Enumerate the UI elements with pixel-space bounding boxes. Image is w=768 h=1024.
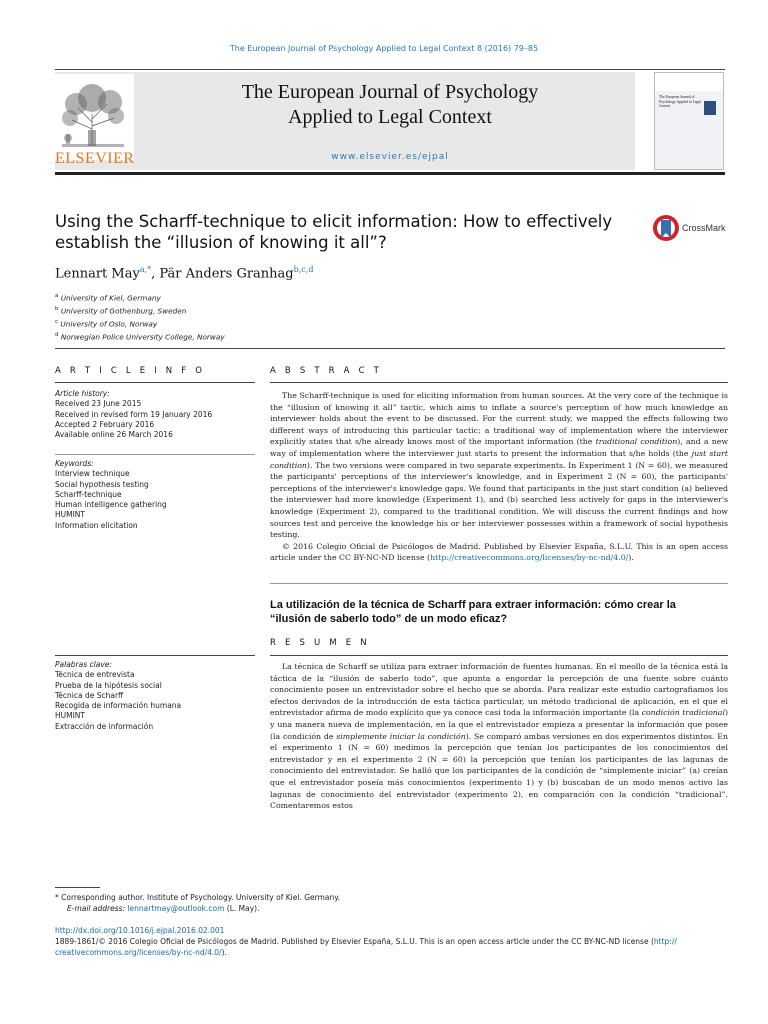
keyword: Human intelligence gathering [55,500,167,510]
email-link[interactable]: lennartmay@outlook.com [127,904,225,913]
keywords-list: Keywords: Interview technique Social hypothesis testing Scharff-technique Human intelligence gathering HUMINT Information elicitation [55,459,167,530]
footnote-rule [55,887,100,888]
running-head[interactable]: The European Journal of Psychology Applied to Legal Context 8 (2016) 79–85 [229,44,539,53]
resumen-rule [270,655,728,656]
history-rule [55,454,255,455]
keyword: Extracción de información [55,721,154,731]
journal-title: The European Journal of Psychology Applied to Legal Context [241,81,539,128]
journal-url-link[interactable]: www.elsevier.es/ejpal [331,152,449,162]
abstract-heading: A B S T R A C T [270,366,382,376]
affiliation: $^b$ University of Gothenburg, Sweden [55,306,187,316]
affiliation: $^d$ Norwegian Police University College, Norway [55,332,225,342]
article-info-rule [55,382,255,383]
page-footer: http://dx.doi.org/10.1016/j.ejpal.2016.02.001 1889-1861/© 2016 Colegio Oficial de Psicólogos de Madrid. Published by Elsevier España, S.L.U. This is an open access article under the CC BY-NC-ND license (http:// creativecommons.org/licenses/by-nc-nd/4.0/). [55,926,677,957]
elsevier-tree-logo-icon [52,74,134,160]
keyword: Interview technique [55,469,130,479]
spanish-title: La utilización de la técnica de Scharff para extraer información: cómo crear la “ilusión de saberlo todo” de un modo eficaz? [270,599,676,625]
keyword: Information elicitation [55,520,138,530]
header-bottom-rule [55,172,725,175]
keyword: HUMINT [55,711,86,721]
keyword: Scharff-technique [55,489,122,499]
keyword: Recogida de información humana [55,701,182,711]
crossmark-icon [652,212,680,244]
keyword: Técnica de Scharff [55,690,124,700]
abstract-body: The Scharff-technique is used for eliciting information from human sources. At the very core of the technique is the “illusion of knowing it all” tactic, which aims to inflate a source's perception of how much knowledge an interviewer holds about the event to be discussed. For the current study, we mapped the effects following two different ways of introducing this particular tactic; a traditional way of implementation where the interviewer explicitly states that s/he already knows most of the important information (the traditional condition), and a new way of implementation where the interviewer just starts to present the information that s/he holds (the just start condition). The two versions were compared in two separate experiments. In Experiment 1 (N = 60), we measured the participants' perceptions of the interviewer's knowledge, and in Experiment 2 (N = 60), the participants' perceptions of the interviewer's knowledge gaps. We found that participants in the just start condition (a) believed the interviewer had more knowledge (Experiment 1), and (b) searched less actively for gaps in the interviewer's knowledge (Experiment 2), compared to the traditional condition. We will discuss the current findings and how sources test and perceive the knowledge his or her interviewer possesses within a framework of social hypothesis testing. © 2016 Colegio Oficial de Psicólogos de Madrid. Published by Elsevier España, S.L.U. This is an open access article under the CC BY-NC-ND license (http://creativecommons.org/licenses/by-nc-nd/4.0/). [270,391,729,563]
author-affil-mark[interactable]: a,* [139,265,152,274]
article-info-heading: A R T I C L E I N F O [55,366,206,376]
license-link[interactable]: http://creativecommons.org/licenses/by-nc-nd/4.0/ [430,553,629,563]
header-top-rule [55,69,725,70]
abstract-rule [270,382,728,383]
affiliation: $^a$ University of Kiel, Germany [55,293,161,303]
keyword: HUMINT [55,510,86,520]
footer-license-link[interactable]: http:// [653,937,677,946]
corresponding-author-footnote: * Corresponding author. Institute of Psychology. University of Kiel. Germany. E-mail address: lennartmay@outlook.com (L. May). [55,893,340,913]
crossmark-badge[interactable] [652,212,732,244]
elsevier-wordmark: ELSEVIER [55,150,135,167]
keyword: Prueba de la hipótesis social [55,680,162,690]
article-history: Article history: Received 23 June 2015 Received in revised form 19 January 2016 Accepted 2 February 2016 Available online 26 March 2016 [55,389,213,440]
affiliations-list [55,291,225,343]
palabras-rule [55,655,255,656]
author-name: Pär Anders Granhag [159,266,294,282]
resumen-heading: R E S U M E N [270,638,370,648]
journal-cover-thumbnail[interactable]: The European Journal of Psychology Applied to Legal Context [654,72,724,170]
author-affil-mark[interactable]: b,c,d [293,265,314,274]
affiliation: $^c$ University of Oslo, Norway [55,319,158,329]
abstract-end-rule [270,583,728,584]
resumen-body: La técnica de Scharff se utiliza para extraer información de fuentes humanas. En el meollo de la técnica está la táctica de la “ilusión de saberlo todo”, que apunta a engordar la percepción de una fuente sobre cuánto conocimiento posee un entrevistador sobre el hecho que se aborda. Para realizar este estudio cartografiamos los efectos derivados de la introducción de esta táctica particular, un método tradicional de aplicación, en el que el entrevistador afirma de modo explícito que ya conoce casi toda la información importante (la condición tradicional) y una manera nueva de implementación, en la que el entrevistador empieza a presentar la información que posee (la condición de simplemente iniciar la condición). Se comparó ambas versiones en dos experimentos distintos. En el experimento 1 (N = 60) medimos la percepción que tenían los participantes de los conocimientos del entrevistador y en el experimento 2 (N = 60) la percepción que tenían los participantes de las lagunas de conocimiento del entrevistador. Se halló que los participantes de la condición de “simplemente iniciar” (a) creían que el entrevistador poseía más conocimientos (experimento 1) y (b) buscaban de un modo menos activo las lagunas de conocimiento del entrevistador (experimento 2), en comparación con la condición “tradicional”. Comentaremos estos [270,662,728,811]
section-rule [55,348,725,349]
author-name: Lennart May [55,266,140,282]
keyword: Social hypothesis testing [55,479,149,489]
footer-license-link[interactable]: creativecommons.org/licenses/by-nc-nd/4.0/ [55,948,222,957]
keyword: Técnica de entrevista [55,670,135,680]
article-title: Using the Scharff-technique to elicit information: How to effectively establish the “illusion of knowing it all”? [55,212,613,252]
crossmark-label: CrossMark [682,223,726,233]
doi-link[interactable]: http://dx.doi.org/10.1016/j.ejpal.2016.02.001 [55,926,225,935]
author-line: Lennart May$^{a,*}$, Pär Anders Granhag$^{b,c,d}$ [55,265,314,282]
palabras-clave-list: Palabras clave: Técnica de entrevista Prueba de la hipótesis social Técnica de Scharff Recogida de información humana HUMINT Extracción de información [55,660,182,731]
